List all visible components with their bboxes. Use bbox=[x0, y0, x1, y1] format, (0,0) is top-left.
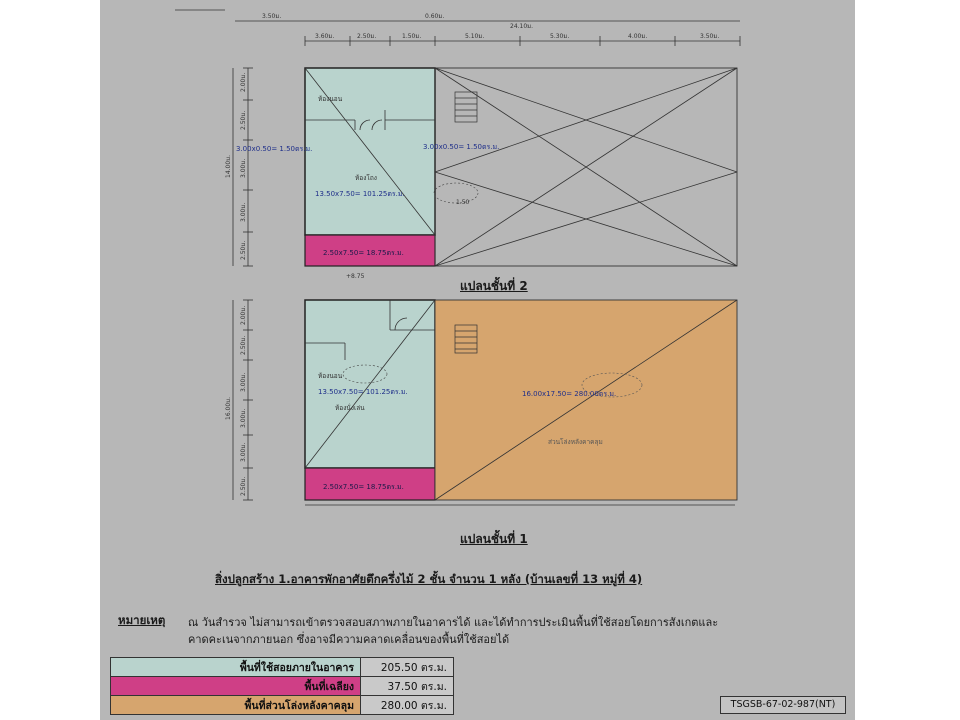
legend-value: 205.50 ตร.ม. bbox=[361, 658, 454, 677]
dim-left-u3: 3.00ม. bbox=[240, 158, 247, 178]
dim-top-2: 0.60ม. bbox=[425, 13, 445, 20]
lower-room-label-2: ห้องนั่งเล่น bbox=[335, 404, 365, 412]
legend-name: พื้นที่ส่วนโล่งหลังคาคลุม bbox=[111, 696, 361, 715]
lower-pink-area: 2.50x7.50= 18.75ตร.ม. bbox=[323, 483, 404, 491]
dim-left-l3: 3.00ม. bbox=[240, 372, 247, 392]
dim-seg-6: 4.00ม. bbox=[628, 33, 648, 40]
upper-room-label-mid: ห้องโถง bbox=[355, 174, 377, 182]
note-label: หมายเหตุ bbox=[118, 613, 166, 627]
upper-room-label-top: ห้องนอน bbox=[318, 95, 343, 103]
building-caption: สิ่งปลูกสร้าง 1.อาคารพักอาศัยตึกครึ่งไม้ 2 ชั้น จำนวน 1 หลัง (บ้านเลขที่ 13 หมู่ที่ 4) bbox=[215, 572, 643, 586]
dim-left-u4: 3.00ม. bbox=[240, 202, 247, 222]
note-line-2: คาดคะเนจากภายนอก ซึ่งอาจมีความคลาดเคลื่อนของพื้นที่ใช้สอยได้ bbox=[188, 633, 510, 646]
note-line-1: ณ วันสำรวจ ไม่สามารถเข้าตรวจสอบสภาพภายในอาคารได้ และได้ทำการประเมินพื้นที่ใช้สอยโดยการสังเกตและ bbox=[188, 616, 719, 629]
dim-left-total-lower: 16.00ม. bbox=[225, 396, 232, 420]
dim-seg-3: 1.50ม. bbox=[402, 33, 422, 40]
lower-orange-label: ส่วนโล่งหลังคาคลุม bbox=[548, 438, 603, 446]
lower-main-area: 13.50x7.50= 101.25ตร.ม. bbox=[318, 388, 408, 396]
dim-left-u1: 2.00ม. bbox=[240, 72, 247, 92]
dim-top-1: 3.50ม. bbox=[262, 13, 282, 20]
upper-small-note: 1.50 bbox=[456, 199, 470, 206]
dimension-lines-top bbox=[175, 10, 740, 46]
dim-left-u2: 2.50ม. bbox=[240, 110, 247, 130]
legend-name: พื้นที่ใช้สอยภายในอาคาร bbox=[111, 658, 361, 677]
legend-name: พื้นที่เฉลียง bbox=[111, 677, 361, 696]
legend-value: 280.00 ตร.ม. bbox=[361, 696, 454, 715]
upper-main-area: 13.50x7.50= 101.25ตร.ม. bbox=[315, 190, 405, 198]
upper-pink-area: 2.50x7.50= 18.75ตร.ม. bbox=[323, 249, 404, 257]
upper-balcony-right: 3.00x0.50= 1.50ตร.ม. bbox=[423, 143, 500, 151]
dim-left-l2: 2.50ม. bbox=[240, 335, 247, 355]
lower-orange-area: 16.00x17.50= 280.00ตร.ม. bbox=[522, 390, 617, 398]
lower-room-label-1: ห้องนอน bbox=[318, 372, 343, 380]
dim-left-total-upper: 14.00ม. bbox=[225, 154, 232, 178]
dim-left-l6: 2.50ม. bbox=[240, 476, 247, 496]
dim-left-u5: 2.50ม. bbox=[240, 240, 247, 260]
lower-plan-title: แปลนชั้นที่ 1 bbox=[460, 532, 528, 546]
dim-seg-5: 5.30ม. bbox=[550, 33, 570, 40]
upper-cross-lines bbox=[435, 68, 737, 266]
legend-row bbox=[111, 658, 454, 677]
dim-seg-2: 2.50ม. bbox=[357, 33, 377, 40]
upper-plan-title: แปลนชั้นที่ 2 bbox=[460, 279, 528, 293]
legend-row bbox=[111, 696, 454, 715]
legend-row bbox=[111, 677, 454, 696]
upper-balcony-left: 3.00x0.50= 1.50ตร.ม. bbox=[236, 145, 313, 153]
dim-seg-1: 3.60ม. bbox=[315, 33, 335, 40]
dim-left-l4: 3.00ม. bbox=[240, 408, 247, 428]
dim-top-3: 24.10ม. bbox=[510, 23, 534, 30]
dim-seg-7: 3.50ม. bbox=[700, 33, 720, 40]
document-code: TSGSB-67-02-987(NT) bbox=[720, 696, 846, 714]
upper-small-note-2: +8.75 bbox=[346, 273, 365, 280]
area-legend-table bbox=[110, 657, 454, 715]
legend-value: 37.50 ตร.ม. bbox=[361, 677, 454, 696]
upper-stairs bbox=[455, 92, 477, 122]
dim-left-l5: 3.00ม. bbox=[240, 442, 247, 462]
dim-seg-4: 5.10ม. bbox=[465, 33, 485, 40]
dim-left-l1: 2.00ม. bbox=[240, 305, 247, 325]
